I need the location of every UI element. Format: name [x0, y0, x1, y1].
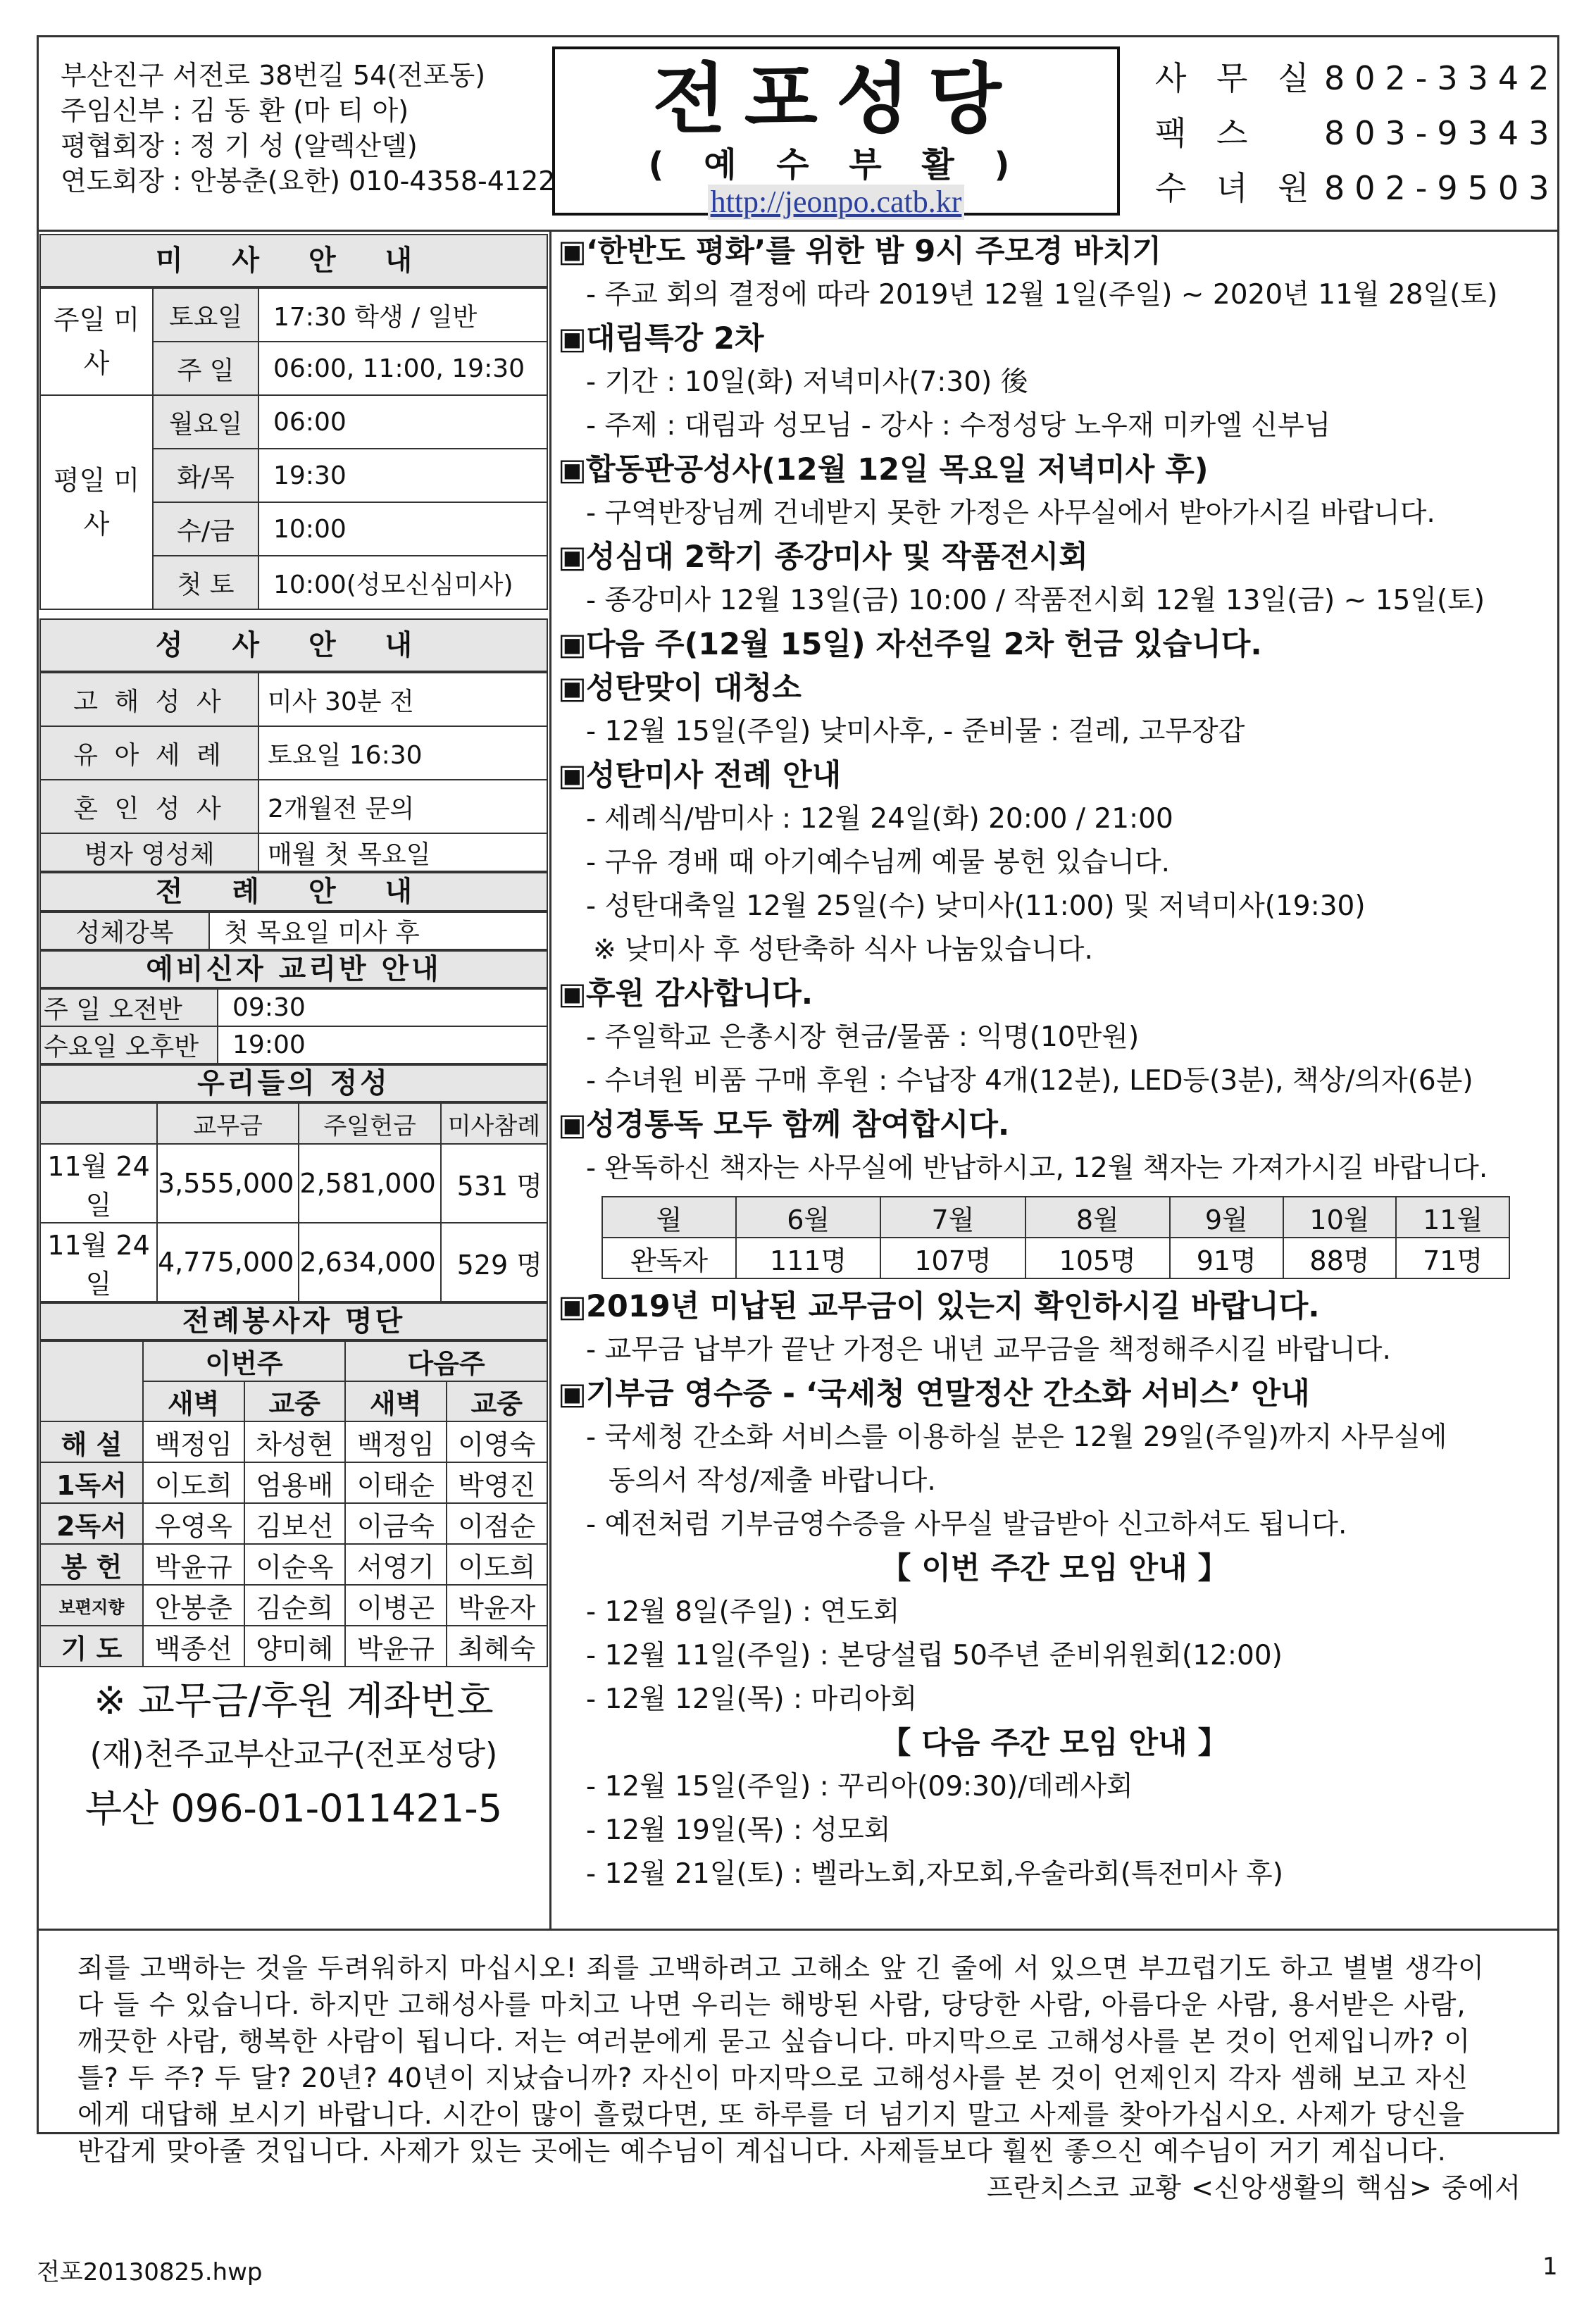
- server-name: 김보선: [244, 1503, 346, 1544]
- reading-count: 105명: [1025, 1238, 1170, 1278]
- reading-month: 8월: [1025, 1197, 1170, 1238]
- class-time: 19:00: [218, 1026, 547, 1064]
- news-line: - 12월 15일(주일) : 꾸리아(09:30)/데레사회: [586, 1771, 1133, 1802]
- news-line: - 예전처럼 기부금영수증을 사무실 발급받아 신고하셔도 됩니다.: [586, 1509, 1347, 1540]
- reading-done-label: 완독자: [602, 1238, 736, 1278]
- mass-time: 17:30 학생 / 일반: [258, 288, 547, 342]
- news-line: - 12월 12일(목) : 마리아회: [586, 1683, 918, 1715]
- news-line: - 종강미사 12월 13일(금) 10:00 / 작품전시회 12월 13일(금) ~ 15일(토): [586, 585, 1485, 616]
- news-heading: ▣성경통독 모두 함께 참여합시다.: [558, 1103, 1551, 1147]
- square-bullet-icon: ▣: [558, 671, 587, 706]
- bridge-label: 교중: [244, 1381, 346, 1421]
- dawn-label: 새벽: [143, 1381, 244, 1421]
- this-week-label: 이번주: [143, 1341, 345, 1381]
- message-line: 죄를 고백하는 것을 두려워하지 마십시오! 죄를 고백하려고 고해소 앞 긴 줄에 서 있으면 부끄럽기도 하고 별별 생각이: [77, 1953, 1485, 1984]
- square-bullet-icon: ▣: [558, 627, 587, 662]
- servers-table: [39, 1340, 548, 1667]
- server-role: 1독서: [40, 1462, 143, 1503]
- title-box: [552, 46, 1120, 219]
- pope-message: [77, 1950, 1521, 2206]
- news-line: - 구역반장님께 건네받지 못한 가정은 사무실에서 받아가시길 바랍니다.: [586, 497, 1435, 529]
- server-name: 이점순: [447, 1503, 548, 1544]
- news-heading: ▣후원 감사합니다.: [558, 972, 1551, 1016]
- news-heading: ▣2019년 미납된 교무금이 있는지 확인하시길 바랍니다.: [558, 1285, 1551, 1328]
- mass-time: 19:30: [258, 449, 547, 502]
- reading-count: 71명: [1396, 1238, 1509, 1278]
- message-line: 다 들 수 있습니다. 하지만 고해성사를 마치고 나면 우리는 해방된 사람, 당당한 사람, 아름다운 사람, 용서받은 사람,: [77, 1989, 1466, 2020]
- offering-attend: 531 명: [441, 1144, 547, 1223]
- mass-time: 10:00: [258, 502, 547, 556]
- reading-month: 6월: [736, 1197, 880, 1238]
- server-name: 안봉춘: [143, 1585, 244, 1626]
- square-bullet-icon: ▣: [558, 234, 587, 269]
- account-title: ※ 교무금/후원 계좌번호: [94, 1679, 494, 1723]
- news-line: - 12월 8일(주일) : 연도회: [586, 1596, 900, 1628]
- square-bullet-icon: ▣: [558, 1289, 587, 1324]
- mass-time: 10:00(성모신심미사): [258, 556, 547, 609]
- offering-date: 11월 24일: [40, 1223, 157, 1302]
- fax-phone: 803-9343: [1324, 114, 1559, 152]
- square-bullet-icon: ▣: [558, 1376, 587, 1412]
- news-line: - 구유 경배 때 아기예수님께 예물 봉헌 있습니다.: [586, 847, 1171, 878]
- sacrament-name: 유 아 세 례: [40, 726, 258, 780]
- square-bullet-icon: ▣: [558, 540, 587, 575]
- news-line: - 주교 회의 결정에 따라 2019년 12월 1일(주일) ~ 2020년 11월 28일(토): [586, 279, 1498, 311]
- account-number: 부산 096-01-011421-5: [85, 1786, 503, 1831]
- news-heading: ▣성심대 2학기 종강미사 및 작품전시회: [558, 535, 1551, 579]
- footer-page-number: 1: [1542, 2253, 1558, 2281]
- server-role: 2독서: [40, 1503, 143, 1544]
- sacrament-table: [39, 672, 548, 872]
- mass-title: 미 사 안 내: [39, 234, 548, 287]
- offering-title: 우리들의 정성: [39, 1064, 548, 1102]
- server-name: 박윤규: [345, 1626, 447, 1667]
- news-heading: ▣‘한반도 평화’를 위한 밤 9시 주모경 바치기: [558, 230, 1551, 273]
- mass-day: 수/금: [153, 502, 258, 556]
- news-line: - 국세청 간소화 서비스를 이용하실 분은 12월 29일(주일)까지 사무실에: [586, 1421, 1447, 1453]
- server-role: 기 도: [40, 1626, 143, 1667]
- server-role: 봉 헌: [40, 1544, 143, 1585]
- reading-count: 107명: [880, 1238, 1025, 1278]
- mass-time: 06:00: [258, 395, 547, 449]
- news-line: - 성탄대축일 12월 25일(수) 낮미사(11:00) 및 저녁미사(19:30): [586, 890, 1366, 922]
- fax-label: 팩 스: [1155, 114, 1258, 152]
- next-week-label: 다음주: [345, 1341, 547, 1381]
- mass-day: 첫 토: [153, 556, 258, 609]
- mass-day: 화/목: [153, 449, 258, 502]
- office-label: 사 무 실: [1155, 59, 1319, 97]
- server-name: 이금숙: [345, 1503, 447, 1544]
- mass-day: 주 일: [153, 342, 258, 395]
- sacrament-name: 혼 인 성 사: [40, 780, 258, 833]
- offering-header: 교무금: [157, 1103, 299, 1144]
- square-bullet-icon: ▣: [558, 976, 587, 1011]
- liturgy-info: 첫 목요일 미사 후: [209, 912, 547, 949]
- reading-month: 9월: [1170, 1197, 1283, 1238]
- mass-day: 토요일: [153, 288, 258, 342]
- next-week-meetings-heading: 【 다음 주간 모임 안내 】: [880, 1726, 1228, 1761]
- reading-month: 10월: [1283, 1197, 1397, 1238]
- reading-table: [601, 1196, 1510, 1279]
- catechumen-title: 예비신자 교리반 안내: [39, 950, 548, 988]
- reading-month: 7월: [880, 1197, 1025, 1238]
- square-bullet-icon: ▣: [558, 452, 587, 487]
- server-name: 이순옥: [244, 1544, 346, 1585]
- server-name: 양미혜: [244, 1626, 346, 1667]
- news-line: - 12월 11일(주일) : 본당설립 50주년 준비위원회(12:00): [586, 1640, 1283, 1671]
- server-name: 우영옥: [143, 1503, 244, 1544]
- server-name: 김순희: [244, 1585, 346, 1626]
- news-heading: ▣합동판공성사(12월 12일 목요일 저녁미사 후): [558, 448, 1551, 492]
- server-name: 박영진: [447, 1462, 548, 1503]
- reading-count: 111명: [736, 1238, 880, 1278]
- offering-corner: [40, 1103, 157, 1144]
- office-phone: 802-3342: [1324, 59, 1559, 97]
- church-title: 전포성당: [652, 55, 1020, 144]
- council-president: 평협회장 : 정 기 성 (알렉산델): [61, 130, 418, 161]
- server-name: 박윤자: [447, 1585, 548, 1626]
- column-divider: [549, 230, 551, 1929]
- servers-title: 전례봉사자 명단: [39, 1302, 548, 1340]
- news-line: - 완독하신 책자는 사무실에 반납하시고, 12월 책자는 가져가시길 바랍니다.: [586, 1152, 1488, 1184]
- news-line: - 12월 15일(주일) 낮미사후, - 준비물 : 걸레, 고무장갑: [586, 716, 1245, 747]
- server-name: 이도희: [143, 1462, 244, 1503]
- server-name: 이영숙: [447, 1421, 548, 1462]
- server-name: 이병곤: [345, 1585, 447, 1626]
- news-line: - 교무금 납부가 끝난 가정은 내년 교무금을 책정해주시길 바랍니다.: [586, 1334, 1391, 1366]
- sunday-mass-label: 주일 미사: [40, 288, 153, 395]
- mass-time: 06:00, 11:00, 19:30: [258, 342, 547, 395]
- sacrament-info: 매월 첫 목요일: [258, 833, 547, 871]
- class-time: 09:30: [218, 989, 547, 1026]
- liturgy-table: [39, 911, 548, 950]
- reading-count: 91명: [1170, 1238, 1283, 1278]
- news-line: - 수녀원 비품 구매 후원 : 수납장 4개(12분), LED등(3분), 책상/의자(6분): [586, 1065, 1473, 1097]
- offering-sunday: 2,581,000: [299, 1144, 440, 1223]
- offering-date: 11월 24일: [40, 1144, 157, 1223]
- server-name: 이태순: [345, 1462, 447, 1503]
- pastor: 주임신부 : 김 동 환 (마 티 아): [61, 95, 409, 126]
- sacrament-info: 토요일 16:30: [258, 726, 547, 780]
- class-name: 주 일 오전반: [40, 989, 218, 1026]
- news-line: - 12월 21일(토) : 벨라노회,자모회,우술라회(특전미사 후): [586, 1858, 1283, 1890]
- square-bullet-icon: ▣: [558, 1107, 587, 1142]
- weekday-mass-label: 평일 미사: [40, 395, 153, 609]
- news-heading: ▣대림특강 2차: [558, 317, 1551, 361]
- contact-info: [1155, 51, 1559, 216]
- bridge-label: 교중: [447, 1381, 548, 1421]
- liturgy-title: 전 례 안 내: [39, 872, 548, 911]
- catechumen-table: [39, 988, 548, 1064]
- prayer-president: 연도회장 : 안봉춘(요한) 010-4358-4122: [61, 166, 556, 197]
- dawn-label: 새벽: [345, 1381, 447, 1421]
- message-line: 반갑게 맞아줄 것입니다. 사제가 있는 곳에는 예수님이 계십니다. 사제들보다 훨씬 좋으신 예수님이 거기 계십니다.: [77, 2136, 1447, 2167]
- server-name: 차성현: [244, 1421, 346, 1462]
- class-name: 수요일 오후반: [40, 1026, 218, 1064]
- account-box: [39, 1674, 548, 1836]
- server-name: 백정임: [143, 1421, 244, 1462]
- reading-month-label: 월: [602, 1197, 736, 1238]
- left-column: [39, 234, 548, 1836]
- sacrament-name: 병자 영성체: [40, 833, 258, 871]
- news-heading: ▣다음 주(12월 15일) 자선주일 2차 헌금 있습니다.: [558, 623, 1551, 666]
- address: 부산진구 서전로 38번길 54(전포동): [61, 60, 486, 91]
- message-source: 프란치스코 교황 <신앙생활의 핵심> 중에서: [986, 2172, 1521, 2203]
- server-name: 이도희: [447, 1544, 548, 1585]
- reading-month: 11월: [1396, 1197, 1509, 1238]
- church-subtitle: ( 예 수 부 활 ): [648, 145, 1024, 185]
- square-bullet-icon: ▣: [558, 758, 587, 793]
- reading-count: 88명: [1283, 1238, 1397, 1278]
- offering-header: 미사참례: [441, 1103, 547, 1144]
- news-line: - 세례식/밤미사 : 12월 24일(화) 20:00 / 21:00: [586, 803, 1173, 835]
- footer-filename: 전포20130825.hwp: [37, 2258, 263, 2286]
- message-line: 틀? 두 주? 두 달? 20년? 40년이 지났습니까? 자신이 마지막으로 고해성사를 본 것이 언제인지 각자 셈해 보고 자신: [77, 2062, 1469, 2093]
- convent-label: 수 녀 원: [1155, 169, 1319, 207]
- server-role: 해 설: [40, 1421, 143, 1462]
- news-heading: ▣성탄미사 전례 안내: [558, 754, 1551, 797]
- offering-attend: 529 명: [441, 1223, 547, 1302]
- message-line: 깨끗한 사람, 행복한 사람이 됩니다. 저는 여러분에게 묻고 싶습니다. 마지막으로 고해성사를 본 것이 언제입니까? 이: [77, 2026, 1471, 2057]
- liturgy-name: 성체강복: [40, 912, 209, 949]
- mass-table: [39, 287, 548, 610]
- news-line: - 주제 : 대림과 성모님 - 강사 : 수정성당 노우재 미카엘 신부님: [586, 410, 1331, 442]
- mass-day: 월요일: [153, 395, 258, 449]
- sacrament-name: 고 해 성 사: [40, 673, 258, 726]
- convent-phone: 802-9503: [1324, 169, 1559, 207]
- header-info: [61, 58, 555, 199]
- server-name: 최혜숙: [447, 1626, 548, 1667]
- server-name: 서영기: [345, 1544, 447, 1585]
- news-line: 동의서 작성/제출 바랍니다.: [609, 1465, 936, 1497]
- message-line: 에게 대답해 보시기 바랍니다. 시간이 많이 흘렀다면, 또 하루를 더 넘기지 말고 사제를 찾아가십시오. 사제가 당신을: [77, 2099, 1465, 2130]
- news-line: - 12월 19일(목) : 성모회: [586, 1814, 891, 1846]
- news-heading: ▣성탄맞이 대청소: [558, 666, 1551, 710]
- sacrament-info: 미사 30분 전: [258, 673, 547, 726]
- news-heading: ▣기부금 영수증 - ‘국세청 연말정산 간소화 서비스’ 안내: [558, 1372, 1551, 1416]
- news-line: - 주일학교 은총시장 현금/물품 : 익명(10만원): [586, 1021, 1140, 1053]
- square-bullet-icon: ▣: [558, 321, 587, 356]
- server-name: 백종선: [143, 1626, 244, 1667]
- server-name: 엄용배: [244, 1462, 346, 1503]
- website-link[interactable]: http://jeonpo.catb.kr: [708, 185, 965, 220]
- servers-corner: [40, 1341, 143, 1421]
- account-holder: (재)천주교부산교구(전포성당): [89, 1736, 498, 1772]
- this-week-meetings-heading: 【 이번 주간 모임 안내 】: [880, 1551, 1228, 1586]
- server-name: 백정임: [345, 1421, 447, 1462]
- sacrament-info: 2개월전 문의: [258, 780, 547, 833]
- offering-tithe: 4,775,000: [157, 1223, 299, 1302]
- server-name: 박윤규: [143, 1544, 244, 1585]
- offering-sunday: 2,634,000: [299, 1223, 440, 1302]
- news-column: [558, 230, 1551, 1896]
- offering-tithe: 3,555,000: [157, 1144, 299, 1223]
- news-line: - 기간 : 10일(화) 저녁미사(7:30) 後: [586, 366, 1028, 398]
- sacrament-title: 성 사 안 내: [39, 618, 548, 672]
- news-line: ※ 낮미사 후 성탄축하 식사 나눔있습니다.: [593, 934, 1093, 966]
- server-role: 보편지향: [40, 1585, 143, 1626]
- offering-header: 주일헌금: [299, 1103, 440, 1144]
- message-divider: [37, 1929, 1559, 1931]
- offering-table: [39, 1102, 548, 1302]
